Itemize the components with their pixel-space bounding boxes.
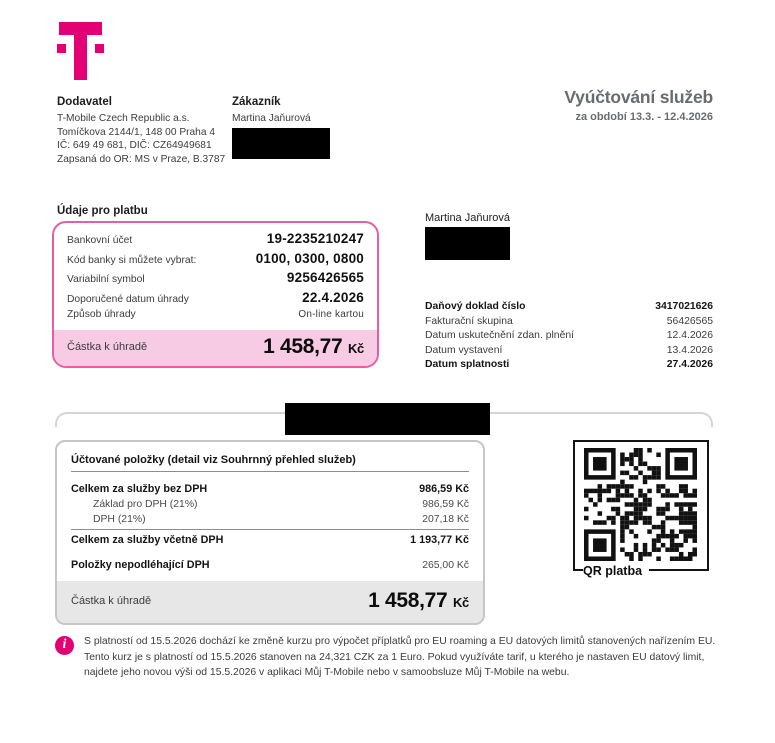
charges-row-label: DPH (21%) bbox=[93, 514, 146, 525]
payment-row-label: Doporučené datum úhrady bbox=[67, 293, 189, 305]
payment-row bbox=[67, 231, 364, 246]
charges-row-label: Celkem za služby bez DPH bbox=[71, 483, 208, 495]
payment-row-label: Kód banky si můžete vybrat: bbox=[67, 254, 197, 266]
payment-row-label: Variabilní symbol bbox=[67, 274, 145, 285]
tax-doc-row bbox=[425, 300, 713, 315]
payment-row-value: On-line kartou bbox=[298, 309, 364, 320]
charges-row-value: 207,18 Kč bbox=[422, 514, 469, 525]
tax-doc-label: Fakturační skupina bbox=[425, 315, 513, 327]
page-title: Vyúčtování služeb bbox=[564, 87, 713, 107]
tax-doc-label: Datum uskutečnění zdan. plnění bbox=[425, 330, 575, 342]
payment-row-label: Způsob úhrady bbox=[67, 309, 136, 320]
charges-total-label: Částka k úhradě bbox=[71, 595, 152, 607]
tax-doc-row bbox=[425, 358, 713, 373]
tax-doc-label: Datum splatnosti bbox=[425, 359, 510, 371]
payment-total-row bbox=[54, 330, 377, 366]
payment-section-heading: Údaje pro platbu bbox=[57, 205, 148, 217]
charges-row-value: 986,59 Kč bbox=[422, 499, 469, 510]
charges-row bbox=[71, 497, 469, 512]
payment-row bbox=[67, 290, 364, 305]
tax-doc-value: 12.4.2026 bbox=[666, 330, 713, 342]
charges-row-value: 1 193,77 Kč bbox=[410, 534, 469, 546]
payment-row-label: Bankovní účet bbox=[67, 235, 133, 246]
info-text: S platností od 15.5.2026 dochází ke změně kurzu pro výpočet příplatků pro EU roaming a EU datových limitů stanovených nařízením EU. Tento kurz je s platností od 15.5.2026 stanoven na 24,321 CZK za 1 Euro. Pokud využíváte tarif, u kterého je nastaven EU datový limit, najdete jeho novou výši od 15.5.2026 v aplikaci Můj T-Mobile nebo v samoobsluze Můj T-Mobile na webu. bbox=[84, 636, 716, 678]
supplier-block bbox=[57, 96, 232, 166]
tax-doc-row bbox=[425, 315, 713, 330]
recipient-name: Martina Jaňurová bbox=[425, 212, 510, 224]
payment-row bbox=[67, 251, 364, 266]
charges-heading: Účtované položky (detail viz Souhrnný přehled služeb) bbox=[71, 454, 469, 472]
logo-square-right bbox=[95, 44, 104, 53]
payment-row-value: 0100, 0300, 0800 bbox=[255, 250, 364, 266]
supplier-line: Zapsaná do OR: MS v Praze, B.3787 bbox=[57, 153, 226, 165]
qr-code bbox=[584, 448, 697, 566]
charges-row bbox=[71, 482, 469, 497]
charges-total-value: 1 458,77 Kč bbox=[368, 589, 469, 612]
tax-doc-value: 56426565 bbox=[666, 315, 713, 327]
payment-total-label: Částka k úhradě bbox=[67, 340, 148, 353]
redacted-customer-address bbox=[232, 128, 330, 159]
charges-row-value: 986,59 Kč bbox=[419, 483, 469, 495]
supplier-line: T-Mobile Czech Republic a.s. bbox=[57, 113, 190, 124]
charges-row-label: Základ pro DPH (21%) bbox=[93, 499, 198, 510]
charges-row-value: 265,00 Kč bbox=[422, 560, 469, 571]
tax-doc-value: 27.4.2026 bbox=[666, 359, 713, 371]
payment-total-value: 1 458,77 Kč bbox=[263, 334, 364, 358]
charges-row bbox=[71, 512, 469, 527]
billing-period: za období 13.3. - 12.4.2026 bbox=[575, 111, 713, 123]
currency-label: Kč bbox=[347, 340, 364, 356]
t-mobile-logo bbox=[57, 22, 104, 80]
supplier-heading: Dodavatel bbox=[57, 96, 112, 108]
charges-row bbox=[71, 558, 469, 573]
recipient-block bbox=[425, 212, 510, 260]
charges-total-row bbox=[57, 581, 483, 623]
tax-doc-value: 13.4.2026 bbox=[666, 344, 713, 356]
logo-stem bbox=[74, 22, 87, 80]
customer-heading: Zákazník bbox=[232, 96, 281, 108]
qr-payment-box bbox=[573, 440, 709, 578]
payment-row-value: 9256426565 bbox=[286, 270, 364, 285]
tax-doc-row bbox=[425, 344, 713, 359]
charges-row-label: Celkem za služby včetně DPH bbox=[71, 534, 224, 546]
customer-block bbox=[232, 96, 342, 159]
payment-row-value: 19-2235210247 bbox=[266, 231, 364, 246]
tax-doc-block bbox=[425, 300, 713, 373]
tax-doc-row bbox=[425, 329, 713, 344]
info-icon: i bbox=[55, 636, 74, 655]
tax-doc-label: Daňový doklad číslo bbox=[425, 301, 526, 312]
currency-label: Kč bbox=[452, 595, 469, 610]
payment-row bbox=[67, 270, 364, 285]
supplier-line: Tomíčkova 2144/1, 148 00 Praha 4 bbox=[57, 126, 216, 138]
redacted-recipient-address bbox=[425, 227, 510, 260]
charges-row-label: Položky nepodléhající DPH bbox=[71, 559, 210, 571]
tax-doc-label: Datum vystavení bbox=[425, 344, 503, 356]
payment-box bbox=[52, 221, 379, 368]
tax-doc-value: 3417021626 bbox=[655, 301, 713, 312]
info-note bbox=[55, 634, 727, 681]
customer-name: Martina Jaňurová bbox=[232, 113, 311, 124]
charges-box bbox=[55, 440, 485, 625]
logo-square-left bbox=[57, 44, 66, 53]
supplier-line: IČ: 649 49 681, DIČ: CZ64949681 bbox=[57, 140, 212, 151]
qr-label: QR platba bbox=[583, 564, 649, 578]
charges-row bbox=[71, 529, 469, 548]
redacted-section-header bbox=[285, 403, 490, 435]
payment-row bbox=[67, 309, 364, 320]
document-title-block bbox=[564, 87, 713, 123]
payment-row-value: 22.4.2026 bbox=[302, 289, 364, 305]
